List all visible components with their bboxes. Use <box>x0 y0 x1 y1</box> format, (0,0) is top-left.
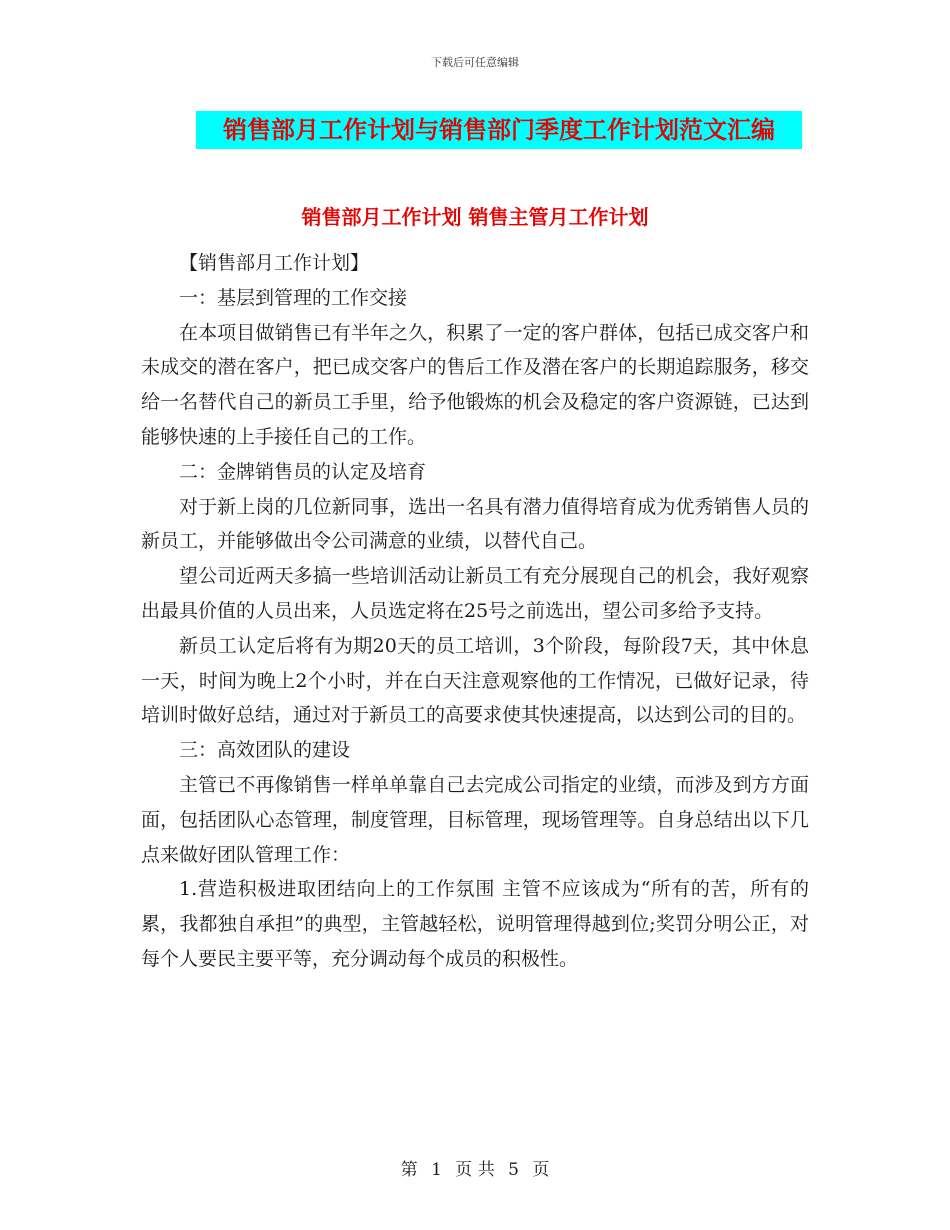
paragraph-heading-2: 二：金牌销售员的认定及培育 <box>179 460 427 483</box>
paragraph: 1.营造积极进取团结向上的工作氛围 主管不应该成为“所有的苦，所有的累，我都独自承担”的典型，主管越轻松，说明管理得越到位;奖罚分明公正，对每个人要民主要平等，充分调动每个成员的积极性。 <box>141 878 809 970</box>
page-label-suffix: 页 <box>532 1160 550 1180</box>
document-body <box>141 246 809 977</box>
paragraph: 望公司近两天多搞一些培训活动让新员工有充分展现自己的机会，我好观察出最具价值的人员出来，人员选定将在25号之前选出，望公司多给予支持。 <box>141 565 809 622</box>
total-pages: 5 <box>508 1160 519 1180</box>
paragraph: 对于新上岗的几位新同事，选出一名具有潜力值得培育成为优秀销售人员的新员工，并能够做出令公司满意的业绩，以替代自己。 <box>141 495 809 553</box>
document-sub-title: 销售部月工作计划 销售主管月工作计划 <box>301 205 649 229</box>
page-label-prefix: 第 <box>400 1160 418 1180</box>
paragraph-section-heading: 【销售部月工作计划】 <box>179 252 370 274</box>
paragraph: 在本项目做销售已有半年之久，积累了一定的客户群体，包括已成交客户和未成交的潜在客户，把已成交客户的售后工作及潜在客户的长期追踪服务，移交给一名替代自己的新员工手里，给予他锻炼的机会及稳定的客户资源链，已达到能够快速的上手接任自己的工作。 <box>141 321 809 448</box>
page-footer <box>0 1155 950 1180</box>
header-note: 下载后可任意编辑 <box>431 56 519 69</box>
paragraph-heading-3: 三：高效团队的建设 <box>179 739 351 762</box>
paragraph-heading-1: 一：基层到管理的工作交接 <box>179 286 408 309</box>
paragraph: 新员工认定后将有为期20天的员工培训，3个阶段，每阶段7天，其中休息一天，时间为晚上2个小时，并在白天注意观察他的工作情况，已做好记录，待培训时做好总结，通过对于新员工的高要求使其快速提高，以达到公司的目的。 <box>141 634 809 727</box>
page-label-mid: 页 共 <box>455 1160 495 1180</box>
document-main-title: 销售部月工作计划与销售部门季度工作计划范文汇编 <box>196 111 802 149</box>
page-number: 1 <box>431 1160 442 1180</box>
paragraph: 主管已不再像销售一样单单靠自己去完成公司指定的业绩，而涉及到方方面面，包括团队心态管理，制度管理，目标管理，现场管理等。自身总结出以下几点来做好团队管理工作： <box>141 773 809 866</box>
